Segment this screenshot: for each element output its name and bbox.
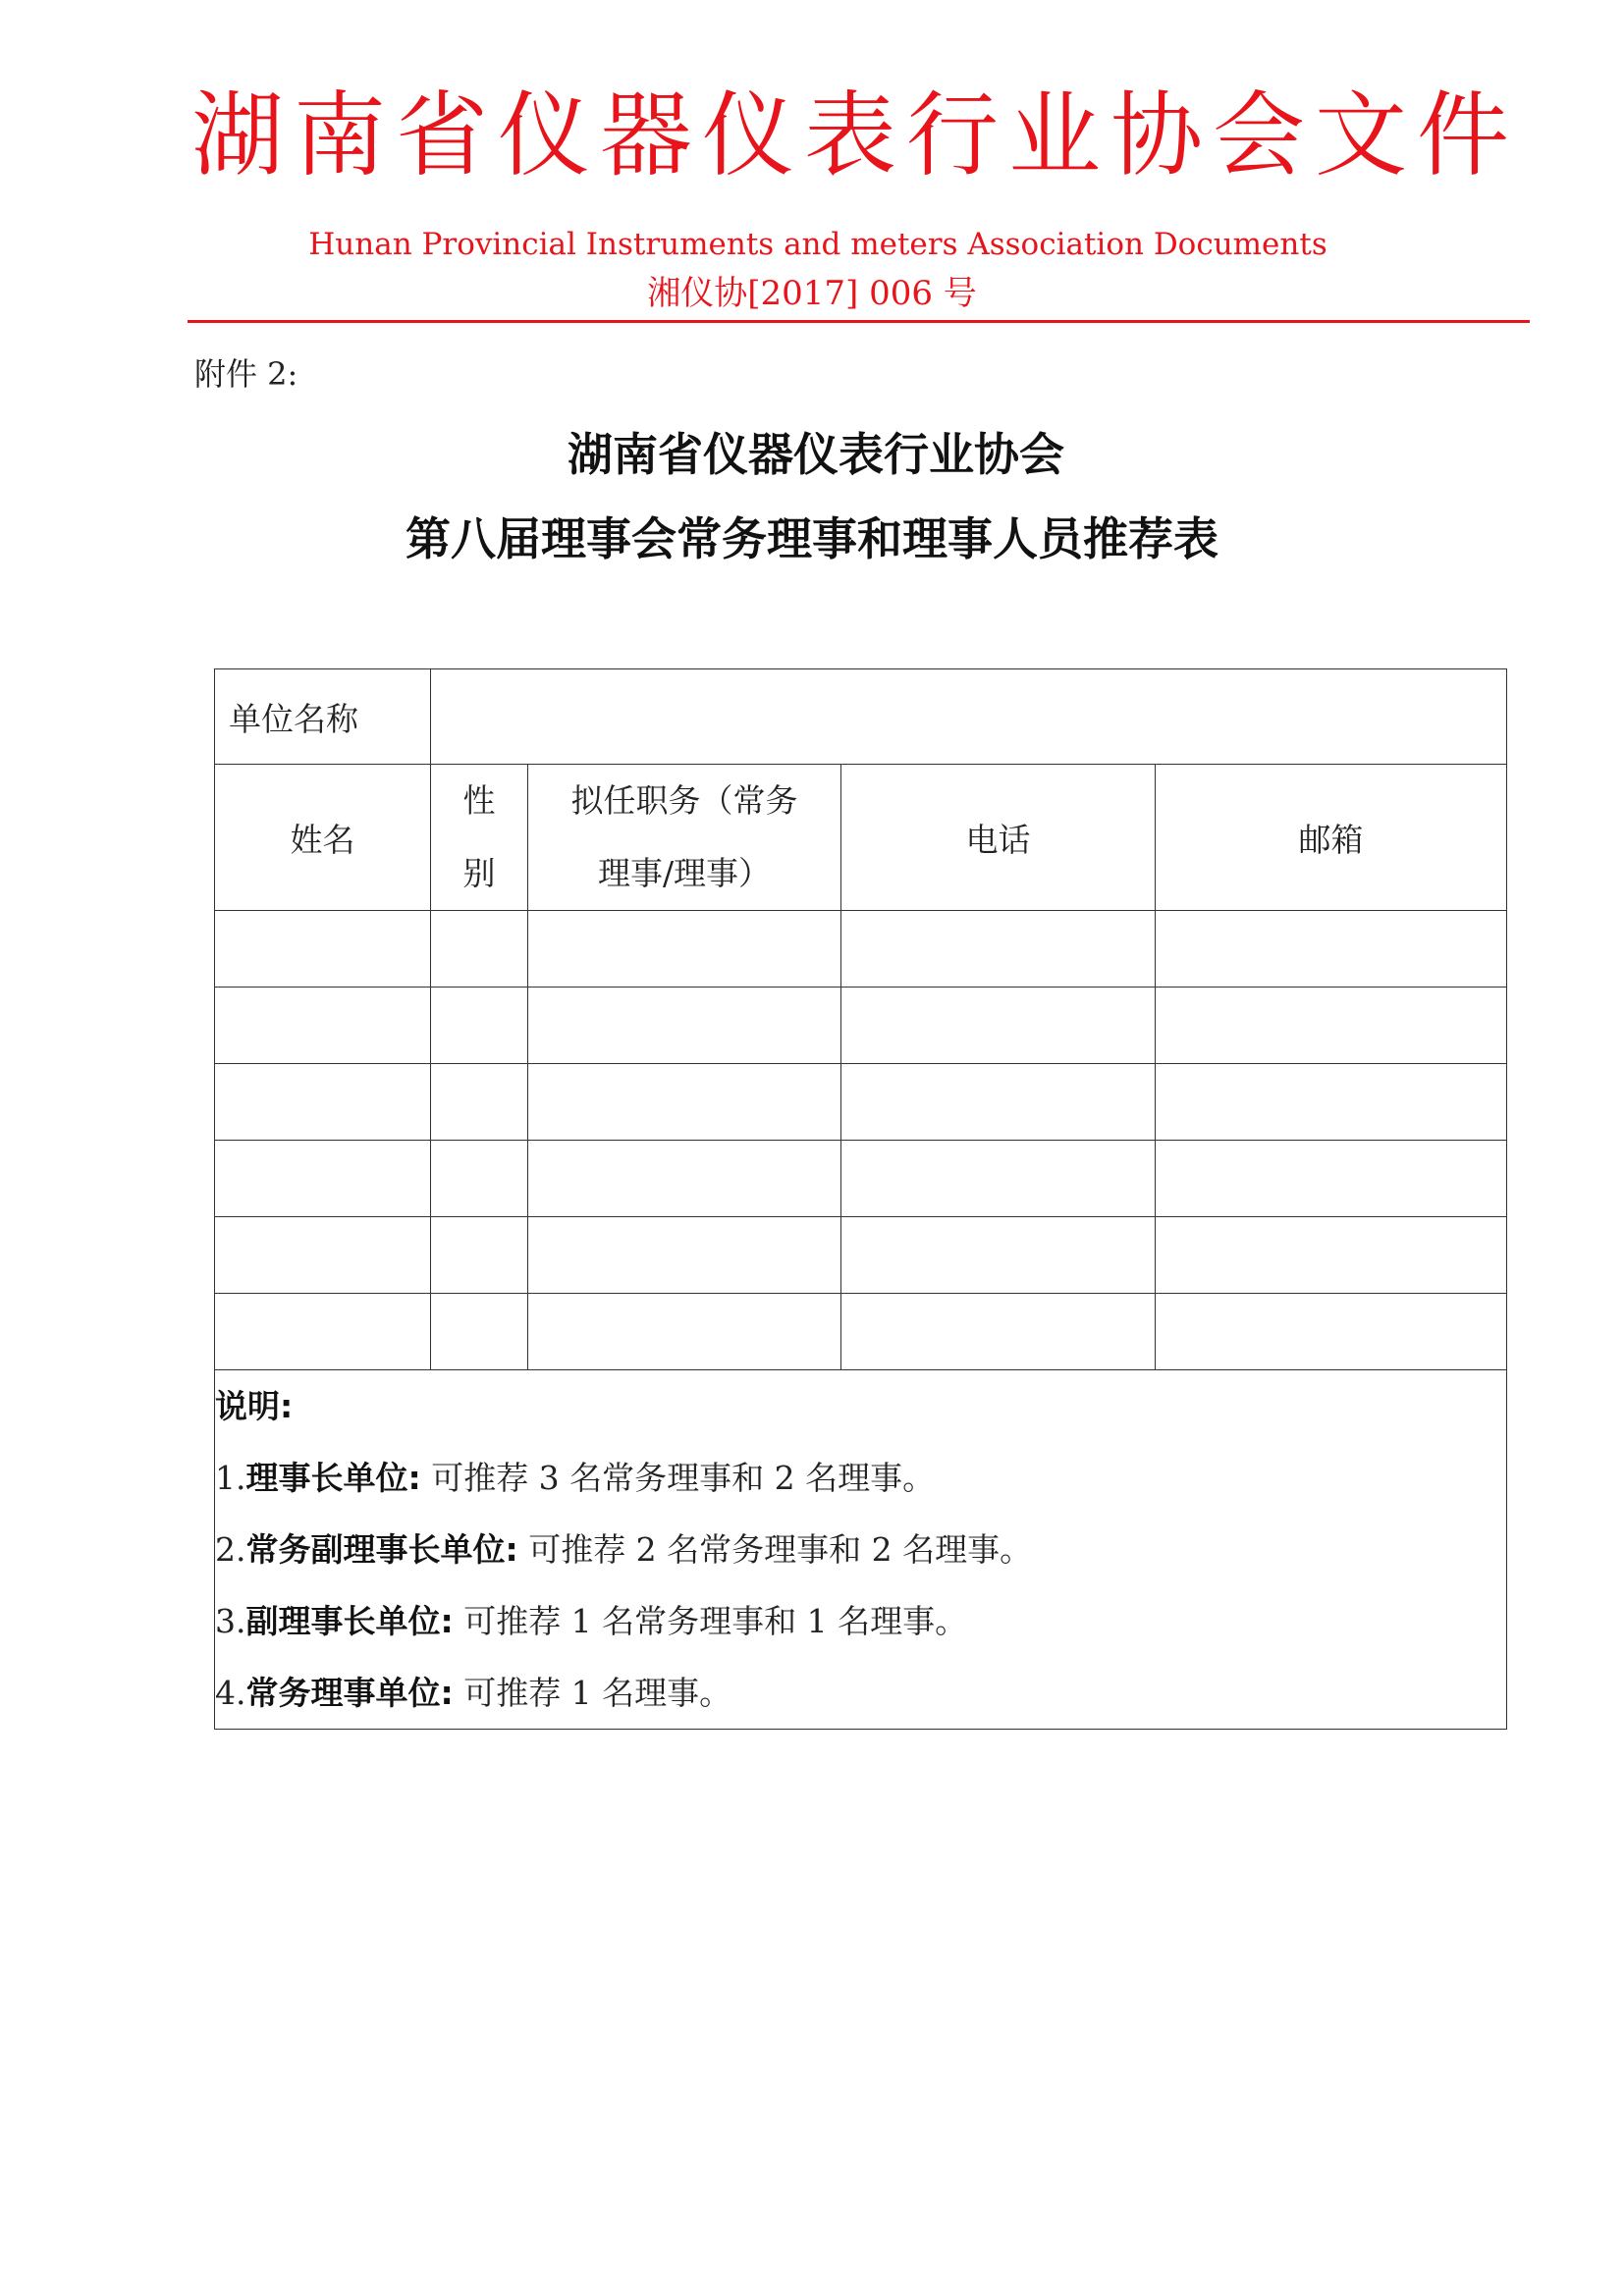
- notes-item-text: 可推荐 3 名常务理事和 2 名理事。: [420, 1459, 936, 1497]
- document-title-line1: 湖南省仪器仪表行业协会: [568, 428, 1064, 481]
- notes-item-category: 常务副理事长单位:: [245, 1530, 518, 1569]
- phone-cell[interactable]: [841, 1294, 1156, 1370]
- gender-cell[interactable]: [431, 911, 528, 988]
- unit-name-label: 单位名称: [215, 669, 431, 765]
- notes-row: [215, 1370, 1507, 1730]
- letterhead-subtitle-en: Hunan Provincial Instruments and meters Association Documents: [308, 227, 1327, 262]
- notes-item: [215, 1585, 1506, 1657]
- header-phone: 电话: [841, 765, 1156, 911]
- header-role-line2: 理事/理事）: [597, 854, 772, 892]
- header-row: [215, 765, 1507, 911]
- name-cell[interactable]: [215, 988, 431, 1064]
- email-cell[interactable]: [1156, 1141, 1507, 1217]
- table-row: [215, 1294, 1507, 1370]
- email-cell[interactable]: [1156, 1064, 1507, 1141]
- header-role-line1: 拟任职务（常务: [570, 781, 798, 820]
- letterhead-title: 湖南省仪器仪表行业协会文件: [191, 82, 1520, 189]
- email-cell[interactable]: [1156, 1294, 1507, 1370]
- notes-item-category: 副理事长单位:: [245, 1602, 454, 1640]
- notes-item-text: 可推荐 1 名理事。: [453, 1674, 732, 1712]
- name-cell[interactable]: [215, 1064, 431, 1141]
- notes-item-number: 2.: [215, 1530, 246, 1569]
- unit-name-field[interactable]: [431, 669, 1507, 765]
- notes-cell: [215, 1370, 1507, 1730]
- notes-item: [215, 1657, 1506, 1729]
- role-cell[interactable]: [528, 911, 841, 988]
- document-title-line2: 第八届理事会常务理事和理事人员推荐表: [406, 512, 1218, 565]
- role-cell[interactable]: [528, 1217, 841, 1294]
- notes-item-number: 4.: [215, 1674, 246, 1712]
- gender-cell[interactable]: [431, 1064, 528, 1141]
- table-row: [215, 911, 1507, 988]
- unit-row: [215, 669, 1507, 765]
- role-cell[interactable]: [528, 1141, 841, 1217]
- email-cell[interactable]: [1156, 911, 1507, 988]
- phone-cell[interactable]: [841, 1064, 1156, 1141]
- gender-cell[interactable]: [431, 1217, 528, 1294]
- table-row: [215, 1141, 1507, 1217]
- notes-item-text: 可推荐 2 名常务理事和 2 名理事。: [517, 1530, 1033, 1569]
- notes-item-category: 常务理事单位:: [245, 1674, 454, 1712]
- notes-item: [215, 1442, 1506, 1514]
- phone-cell[interactable]: [841, 911, 1156, 988]
- name-cell[interactable]: [215, 1141, 431, 1217]
- header-gender-line1: 性: [462, 781, 496, 820]
- document-number: 湘仪协[2017] 006 号: [647, 274, 977, 313]
- table-row: [215, 1217, 1507, 1294]
- header-name: 姓名: [215, 765, 431, 911]
- letterhead-divider: [188, 320, 1530, 323]
- role-cell[interactable]: [528, 1294, 841, 1370]
- role-cell[interactable]: [528, 1064, 841, 1141]
- email-cell[interactable]: [1156, 1217, 1507, 1294]
- header-gender-line2: 别: [462, 854, 496, 892]
- notes-item-category: 理事长单位:: [245, 1459, 421, 1497]
- table-row: [215, 1064, 1507, 1141]
- notes-heading: 说明:: [215, 1387, 294, 1425]
- role-cell[interactable]: [528, 988, 841, 1064]
- name-cell[interactable]: [215, 911, 431, 988]
- name-cell[interactable]: [215, 1294, 431, 1370]
- header-email: 邮箱: [1156, 765, 1507, 911]
- notes-item-number: 1.: [215, 1459, 246, 1497]
- recommendation-form: [214, 668, 1507, 1730]
- attachment-label: 附件 2:: [194, 355, 298, 393]
- header-gender: [431, 765, 528, 911]
- email-cell[interactable]: [1156, 988, 1507, 1064]
- table-row: [215, 988, 1507, 1064]
- notes-item-text: 可推荐 1 名常务理事和 1 名理事。: [453, 1602, 968, 1640]
- header-role: [528, 765, 841, 911]
- notes-item-number: 3.: [215, 1602, 246, 1640]
- phone-cell[interactable]: [841, 988, 1156, 1064]
- phone-cell[interactable]: [841, 1217, 1156, 1294]
- notes-item: [215, 1514, 1506, 1585]
- gender-cell[interactable]: [431, 988, 528, 1064]
- gender-cell[interactable]: [431, 1141, 528, 1217]
- gender-cell[interactable]: [431, 1294, 528, 1370]
- phone-cell[interactable]: [841, 1141, 1156, 1217]
- name-cell[interactable]: [215, 1217, 431, 1294]
